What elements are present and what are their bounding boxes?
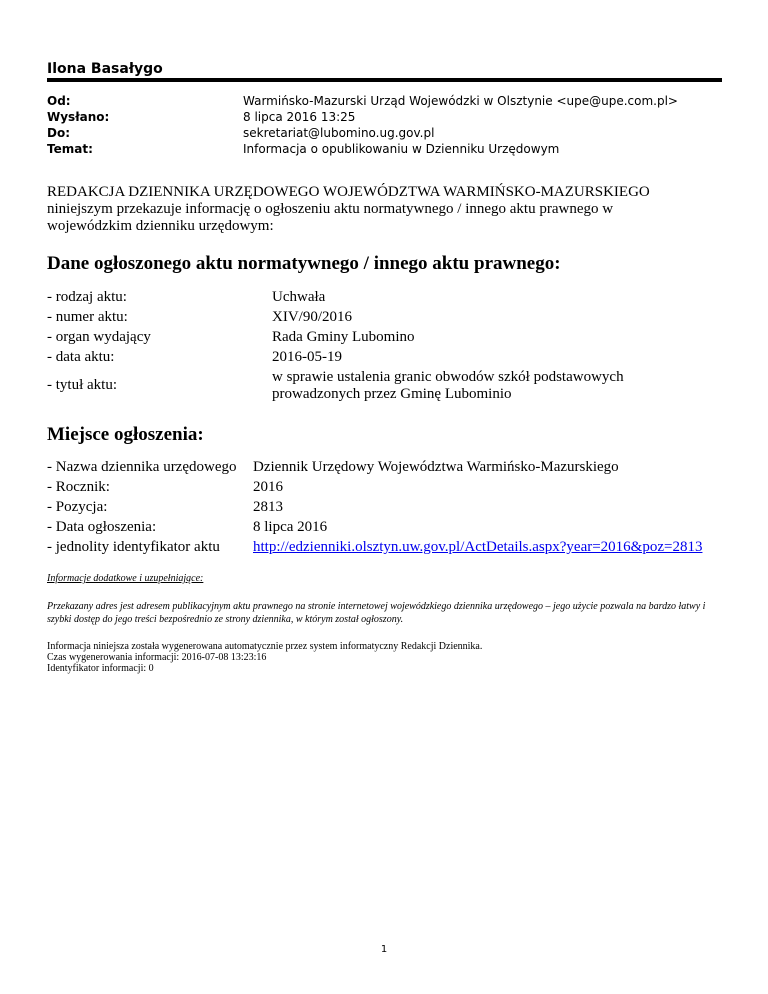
- from-value: Warmińsko-Mazurski Urząd Wojewódzki w Olsztynie <upe@upe.com.pl>: [243, 94, 678, 108]
- publication-row-label: - Pozycja:: [47, 499, 108, 515]
- publication-section-title: Miejsce ogłoszenia:: [47, 424, 204, 445]
- from-label: Od:: [47, 94, 71, 108]
- publication-row-value: 8 lipca 2016: [253, 519, 328, 535]
- intro-line: niniejszym przekazuje informację o ogłoszeniu aktu normatywnego / innego aktu prawnego w: [47, 201, 614, 217]
- act-row-value: Uchwała: [272, 289, 326, 305]
- generation-info-line: Informacja niniejsza została wygenerowana automatycznie przez system informatyczny Redakcji Dziennika.: [47, 641, 483, 652]
- act-row-label: - data aktu:: [47, 349, 115, 365]
- act-row-value: 2016-05-19: [272, 349, 342, 365]
- generation-info-line: Czas wygenerowania informacji: 2016-07-08 13:23:16: [47, 652, 267, 663]
- act-row-label: - rodzaj aktu:: [47, 289, 127, 305]
- subject-label: Temat:: [47, 142, 93, 156]
- page-number: 1: [380, 944, 388, 955]
- intro-text: [47, 184, 727, 235]
- publication-row-label: - Nazwa dziennika urzędowego: [47, 459, 237, 475]
- act-row-label: - numer aktu:: [47, 309, 128, 325]
- sender-name: Ilona Basałygo: [47, 61, 163, 77]
- publication-row-value: 2016: [253, 479, 283, 495]
- additional-info-note: Przekazany adres jest adresem publikacyjnym aktu prawnego na stronie internetowej wojewódzkiego dziennika urzędowego – jego użycie pozwala na bardzo łatwy i szybki dostęp do jego treści bezpośrednio ze strony dziennika, w którym został ogłoszony.: [47, 601, 706, 625]
- intro-line: wojewódzkim dzienniku urzędowym:: [47, 218, 274, 234]
- generation-info: [47, 641, 482, 674]
- publication-row-value: Dziennik Urzędowy Województwa Warmińsko-Mazurskiego: [253, 459, 619, 475]
- act-section-title: Dane ogłoszonego aktu normatywnego / innego aktu prawnego:: [47, 253, 561, 274]
- act-row-label: - organ wydający: [47, 329, 151, 345]
- additional-info-title: Informacje dodatkowe i uzupełniające:: [47, 573, 204, 584]
- act-row-value: XIV/90/2016: [272, 309, 352, 325]
- publication-row-label: - Data ogłoszenia:: [47, 519, 157, 535]
- act-row-value: Rada Gminy Lubomino: [272, 329, 415, 345]
- sent-label: Wysłano:: [47, 110, 110, 124]
- publication-row-value: 2813: [253, 499, 283, 515]
- act-identifier-link[interactable]: http://edzienniki.olsztyn.uw.gov.pl/ActDetails.aspx?year=2016&poz=2813: [253, 539, 703, 555]
- publication-row-label: - Rocznik:: [47, 479, 110, 495]
- intro-line: REDAKCJA DZIENNIKA URZĘDOWEGO WOJEWÓDZTWA WARMIŃSKO-MAZURSKIEGO: [47, 184, 650, 200]
- to-label: Do:: [47, 126, 71, 140]
- header-divider: [47, 78, 722, 82]
- subject-value: Informacja o opublikowaniu w Dzienniku Urzędowym: [243, 142, 560, 156]
- sent-value: 8 lipca 2016 13:25: [243, 110, 356, 124]
- act-row-label: - tytuł aktu:: [47, 377, 117, 393]
- to-value: sekretariat@lubomino.ug.gov.pl: [243, 126, 435, 140]
- publication-row-label: - jednolity identyfikator aktu: [47, 539, 220, 555]
- act-row-value: w sprawie ustalenia granic obwodów szkół podstawowych prowadzonych przez Gminę Lubominio: [272, 369, 624, 402]
- generation-info-line: Identyfikator informacji: 0: [47, 663, 154, 674]
